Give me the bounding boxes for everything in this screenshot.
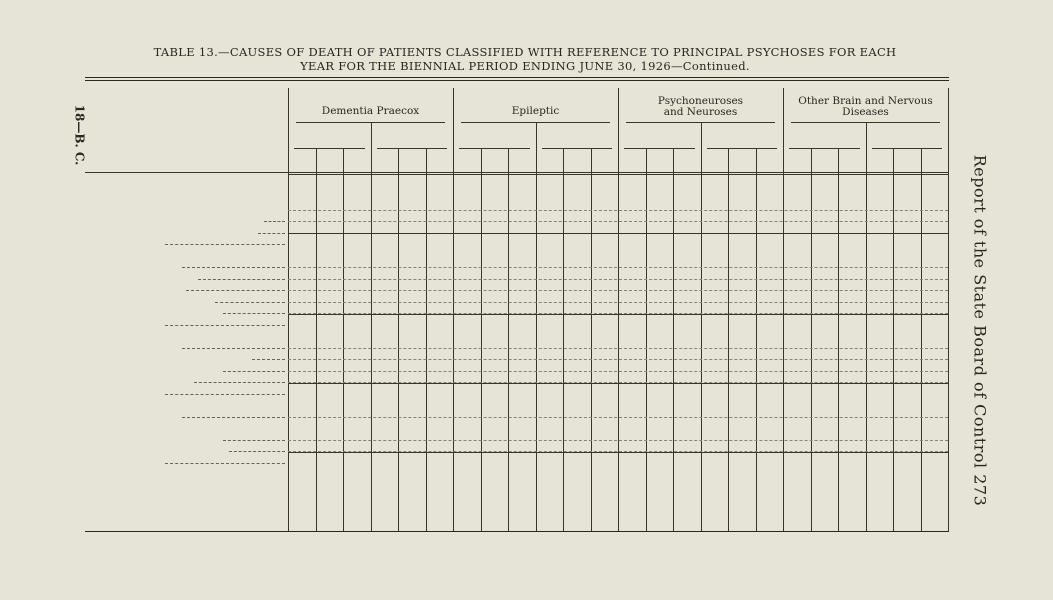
leader-dashes	[258, 233, 285, 234]
column-rule	[426, 148, 427, 531]
group-header-line: Dementia Praecox	[321, 105, 420, 117]
year-underline	[542, 148, 613, 149]
table-title	[60, 45, 990, 73]
row-dash-rule	[288, 279, 948, 280]
table-title-line1: TABLE 13.—CAUSES OF DEATH OF PATIENTS CLASSIFIED WITH REFERENCE TO PRINCIPAL PSYCHOSES FOR EACH	[153, 45, 897, 59]
row-dash-rule	[288, 290, 948, 291]
column-rule	[288, 88, 289, 531]
group-header	[783, 96, 948, 118]
leader-dashes	[215, 302, 285, 303]
leader-dashes	[182, 348, 285, 349]
leader-dashes	[223, 440, 285, 441]
header-bottom-rule	[85, 172, 949, 173]
leader-dashes	[165, 394, 285, 395]
column-rule	[701, 122, 702, 531]
row-dash-rule	[288, 359, 948, 360]
column-rule	[508, 148, 509, 531]
leader-dashes	[194, 382, 285, 383]
column-rule	[893, 148, 894, 531]
total-rule	[288, 452, 948, 453]
row-dash-rule	[288, 417, 948, 418]
bottom-rule	[85, 531, 949, 532]
column-rule	[343, 148, 344, 531]
column-rule	[921, 148, 922, 531]
row-dash-rule	[288, 371, 948, 372]
column-rule	[756, 148, 757, 531]
group-header	[618, 96, 783, 118]
group-header-line: Epileptic	[511, 105, 560, 117]
total-rule	[288, 233, 948, 234]
column-rule	[673, 148, 674, 531]
leader-dashes	[229, 451, 285, 452]
column-rule	[371, 122, 372, 531]
group-header-line: Psychoneuroses	[657, 95, 744, 107]
column-rule	[316, 148, 317, 531]
group-header	[453, 106, 618, 117]
total-rule	[288, 314, 948, 315]
year-underline	[789, 148, 860, 149]
column-rule	[646, 148, 647, 531]
leader-dashes	[264, 221, 285, 222]
top-rule	[85, 77, 949, 78]
row-dash-rule	[288, 210, 948, 211]
column-rule	[563, 148, 564, 531]
leader-dashes	[165, 244, 285, 245]
column-rule	[838, 148, 839, 531]
group-header	[288, 106, 453, 117]
year-underline	[459, 148, 530, 149]
side-code: 18—B. C.	[72, 104, 86, 166]
total-rule	[288, 383, 948, 384]
table-title-line2: YEAR FOR THE BIENNIAL PERIOD ENDING JUNE 30, 1926—Continued.	[300, 59, 750, 73]
leader-dashes	[223, 371, 285, 372]
column-rule	[536, 122, 537, 531]
row-dash-rule	[288, 440, 948, 441]
year-underline	[377, 148, 448, 149]
group-header-line: Diseases	[842, 106, 889, 118]
leader-dashes	[165, 463, 285, 464]
column-rule	[453, 88, 454, 531]
leader-dashes	[223, 313, 285, 314]
column-rule	[728, 148, 729, 531]
leader-dashes	[182, 417, 285, 418]
leader-dashes	[198, 279, 285, 280]
column-rule	[811, 148, 812, 531]
year-underline	[872, 148, 943, 149]
column-rule	[866, 122, 867, 531]
running-head: Report of the State Board of Control 273	[970, 154, 990, 506]
group-header-line: and Neuroses	[663, 106, 738, 118]
leader-dashes	[182, 267, 285, 268]
year-underline	[624, 148, 695, 149]
top-rule-double	[85, 80, 949, 81]
row-dash-rule	[288, 267, 948, 268]
leader-dashes	[252, 359, 285, 360]
column-rule	[948, 88, 949, 531]
column-rule	[591, 148, 592, 531]
column-rule	[618, 88, 619, 531]
year-underline	[294, 148, 365, 149]
row-dash-rule	[288, 221, 948, 222]
leader-dashes	[186, 290, 285, 291]
group-header-line: Other Brain and Nervous	[798, 95, 933, 107]
leader-dashes	[165, 325, 285, 326]
column-rule	[481, 148, 482, 531]
row-dash-rule	[288, 302, 948, 303]
year-underline	[707, 148, 778, 149]
column-rule	[398, 148, 399, 531]
column-rule	[783, 88, 784, 531]
row-dash-rule	[288, 348, 948, 349]
